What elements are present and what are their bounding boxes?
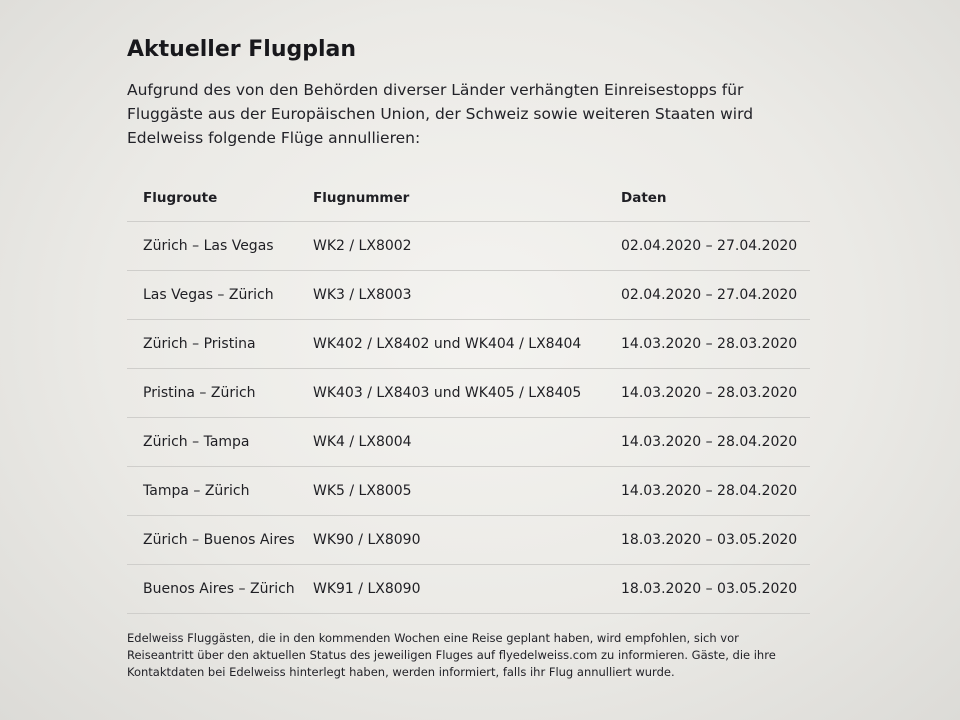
route-cell: Zürich – Buenos Aires [127, 516, 297, 565]
footnote-text: Edelweiss Fluggästen, die in den kommenden Wochen eine Reise geplant haben, wird empfohlen, sich vor Reiseantritt über den aktuellen Status des jeweiligen Fluges auf flyedelweiss.com zu informieren. Gäste, die ihre Kontaktdaten bei Edelweiss hinterlegt haben, werden informiert, falls ihr Flug annulliert wurde. [127, 631, 776, 679]
dates-cell: 18.03.2020 – 03.05.2020 [603, 565, 810, 614]
dates-cell: 14.03.2020 – 28.04.2020 [603, 467, 810, 516]
table-row [127, 418, 810, 467]
table-row [127, 369, 810, 418]
flight-number-cell: WK3 / LX8003 [297, 271, 603, 320]
flight-number-cell: WK402 / LX8402 und WK404 / LX8404 [297, 320, 603, 369]
route-cell: Zürich – Pristina [127, 320, 297, 369]
table-row [127, 565, 810, 614]
dates-cell: 14.03.2020 – 28.04.2020 [603, 418, 810, 467]
table-row [127, 222, 810, 271]
flight-number-cell: WK90 / LX8090 [297, 516, 603, 565]
table-header-row [127, 174, 810, 222]
intro-text: Aufgrund des von den Behörden diverser Länder verhängten Einreisestopps für Fluggäste aus der Europäischen Union, der Schweiz sowie weiteren Staaten wird Edelweiss folgende Flüge annullieren: [127, 81, 754, 147]
flight-number-cell: WK4 / LX8004 [297, 418, 603, 467]
route-cell: Pristina – Zürich [127, 369, 297, 418]
column-header-dates: Daten [603, 174, 810, 222]
column-header-flight-number: Flugnummer [297, 174, 603, 222]
route-cell: Tampa – Zürich [127, 467, 297, 516]
dates-cell: 18.03.2020 – 03.05.2020 [603, 516, 810, 565]
table-row [127, 467, 810, 516]
dates-cell: 02.04.2020 – 27.04.2020 [603, 271, 810, 320]
main-content [127, 30, 810, 681]
table-row [127, 271, 810, 320]
flight-number-cell: WK5 / LX8005 [297, 467, 603, 516]
flight-number-cell: WK2 / LX8002 [297, 222, 603, 271]
page-title: Aktueller Flugplan [127, 37, 357, 62]
route-cell: Buenos Aires – Zürich [127, 565, 297, 614]
table-row [127, 320, 810, 369]
dates-cell: 14.03.2020 – 28.03.2020 [603, 369, 810, 418]
flight-table [127, 174, 810, 614]
dates-cell: 14.03.2020 – 28.03.2020 [603, 320, 810, 369]
table-row [127, 516, 810, 565]
dates-cell: 02.04.2020 – 27.04.2020 [603, 222, 810, 271]
flight-number-cell: WK403 / LX8403 und WK405 / LX8405 [297, 369, 603, 418]
route-cell: Las Vegas – Zürich [127, 271, 297, 320]
flight-number-cell: WK91 / LX8090 [297, 565, 603, 614]
route-cell: Zürich – Tampa [127, 418, 297, 467]
route-cell: Zürich – Las Vegas [127, 222, 297, 271]
column-header-route: Flugroute [127, 174, 297, 222]
